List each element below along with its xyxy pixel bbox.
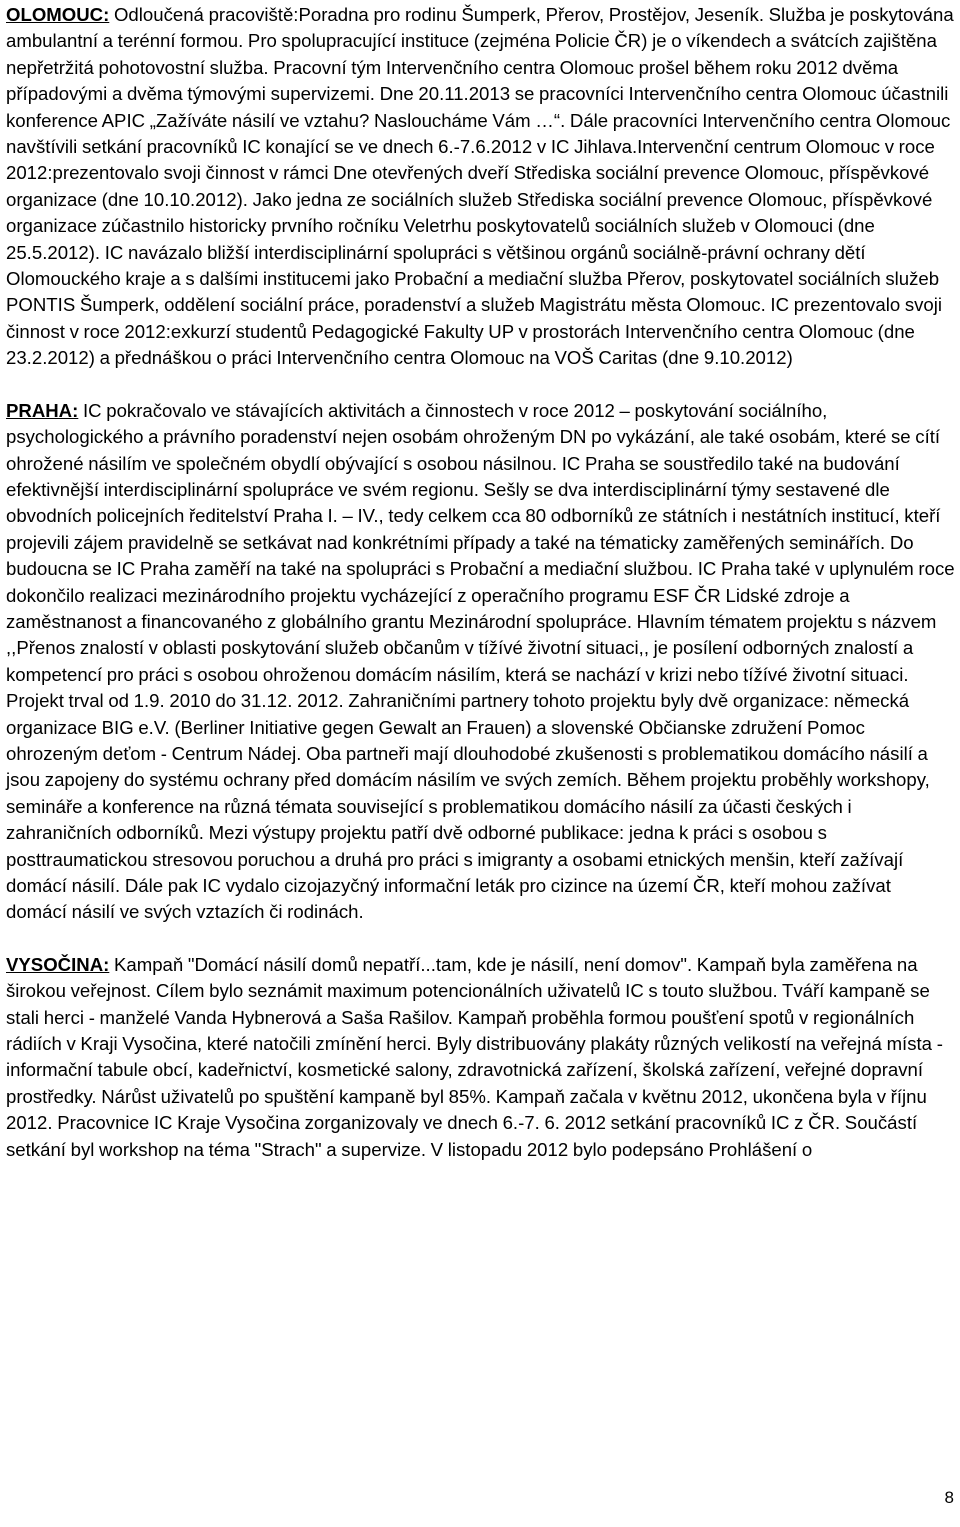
section-heading-vysocina: VYSOČINA: xyxy=(6,953,110,975)
section-text-vysocina: Kampaň "Domácí násilí domů nepatří...tam, kde je násilí, není domov". Kampaň byla zaměřena na širokou veřejnost. Cílem bylo seznámit maximum potencionálních uživatelů IC s touto službou. Tváří kampaně se stali herci - manželé Vanda Hybnerová a Saša Rašilov. Kampaň proběhla formou poušťení spotů v regionálních rádiích v Kraji Vysočina, které natočili zmínění herci. Byly distribuovány plakáty různých velikostí na veřejná místa - informační tabule obcí, kadeřnictví, kosmetické salony, zdravotnická zařízení, školská zařízení, veřejné dopravní prostředky. Nárůst uživatelů po spuštění kampaně byl 85%. Kampaň začala v květnu 2012, ukončena byla v říjnu 2012. Pracovnice IC Kraje Vysočina zorganizovaly ve dnech 6.-7. 6. 2012 setkání pracovníků IC z ČR. Součástí setkání byl workshop na téma "Strach" a supervize. V listopadu 2012 bylo podepsáno Prohlášení o xyxy=(6,953,943,1160)
section-text-olomouc: Odloučená pracoviště:Poradna pro rodinu Šumperk, Přerov, Prostějov, Jeseník. Služba je poskytována ambulantní a terénní formou. Pro spolupracující instituce (zejména Policie ČR) je o víkendech a svátcích zajištěna nepřetržitá pohotovostní služba. Pracovní tým Intervenčního centra Olomouc prošel během roku 2012 dvěma případovými a dvěma týmovými supervizemi. Dne 20.11.2013 se pracovníci Intervenčního centra Olomouc účastnili konference APIC „Zažíváte násilí ve vztahu? Nasloucháme Vám …“. Dále pracovníci Intervenčního centra Olomouc navštívili setkání pracovníků IC konající se ve dnech 6.-7.6.2012 v IC Jihlava.Intervenční centrum Olomouc v roce 2012:prezentovalo svoji činnost v rámci Dne otevřených dveří Střediska sociální prevence Olomouc, příspěvkové organizace (dne 10.10.2012). Jako jedna ze sociálních služeb Střediska sociální prevence Olomouc, příspěvkové organizace zúčastnilo historicky prvního ročníku Veletrhu poskytovatelů sociálních služeb v Olomouci (dne 25.5.2012). IC navázalo bližší interdisciplinární spolupráci s většinou orgánů sociálně-právní ochrany dětí Olomouckého kraje a s dalšími institucemi jako Probační a mediační služba Přerov, poskytovatel sociálních služeb PONTIS Šumperk, oddělení sociální práce, poradenství a služeb Magistrátu města Olomouc. IC prezentovalo svoji činnost v roce 2012:exkurzí studentů Pedagogické Fakulty UP v prostorách Intervenčního centra Olomouc (dne 23.2.2012) a přednáškou o práci Intervenčního centra Olomouc na VOŠ Caritas (dne 9.10.2012) xyxy=(6,4,954,369)
document-page xyxy=(6,2,956,1163)
section-text-praha: IC pokračovalo ve stávajících aktivitách a činnostech v roce 2012 – poskytování sociálního, psychologického a právního poradenství nejen osobám ohroženým DN po vykázání, ale také osobám, které se cítí ohrožené násilím ve společném obydlí obývající s osobou násilnou. IC Praha se soustředilo také na budování efektivnější interdisciplinární spolupráce ve svém regionu. Sešly se dva interdisciplinární týmy sestavené dle obvodních policejních ředitelství Praha I. – IV., tedy celkem cca 80 odborníků ze státních i nestátních institucí, kteří projevili zájem pravidelně se setkávat nad konkrétními případy a také na tématicky zaměřených seminářích. Do budoucna se IC Praha zaměří na také na spolupráci s Probační a mediační službou. IC Praha také v uplynulém roce dokončilo realizaci mezinárodního projektu vycházející z operačního programu ESF ČR Lidské zdroje a zaměstnanost a financovaného z globálního grantu Mezinárodní spolupráce. Hlavním tématem projektu s názvem ,,Přenos znalostí v oblasti poskytování služeb občanům v tížívé životní situaci,, je posílení odborných znalostí a kompetencí pro práci s osobou ohroženou domácím násilím, která se nachází v krizi nebo tížívé životní situaci. Projekt trval od 1.9. 2010 do 31.12. 2012. Zahraničními partnery tohoto projektu byly dvě organizace: německá organizace BIG e.V. (Berliner Initiative gegen Gewalt an Frauen) a slovenské Občianske združení Pomoc ohrozeným deťom - Centrum Nádej. Oba partneři mají dlouhodobé zkušenosti s problematikou domácího násilí a jsou zapojeny do systému ochrany před domácím násilím ve svých zemích. Během projektu proběhly workshopy, semináře a konference na různá témata související s problematikou domácího násilí za účasti českých i zahraničních odborníků. Mezi výstupy projektu patří dvě odborné publikace: jedna k práci s osobou s posttraumatickou stresovou poruchou a druhá pro práci s imigranty a osobami etnických menšin, kteří zažívají domácí násilí. Dále pak IC vydalo cizojazyčný informační leták pro cizince na území ČR, kteří mohou zažívat domácí násilí ve svých vztazích či rodinách. xyxy=(6,399,955,923)
section-praha xyxy=(6,398,956,926)
section-heading-olomouc: OLOMOUC: xyxy=(6,4,110,25)
page-number: 8 xyxy=(944,1488,954,1507)
section-heading-praha: PRAHA: xyxy=(6,399,79,421)
section-olomouc xyxy=(6,2,956,372)
section-vysocina xyxy=(6,952,956,1163)
